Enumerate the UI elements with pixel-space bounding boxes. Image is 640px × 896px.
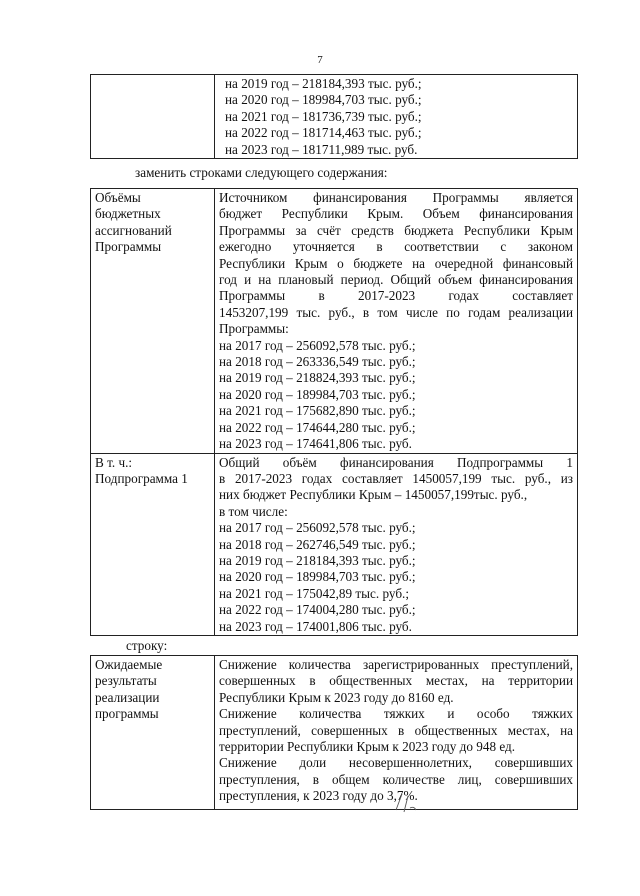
funding-line: на 2022 год – 174644,280 тыс. руб.; (219, 419, 416, 435)
text-line: Программы за счёт средств бюджета Республики Крым (219, 222, 573, 238)
funding-line: на 2017 год – 256092,578 тыс. руб.; (219, 520, 416, 536)
row-label: реализации (95, 689, 160, 705)
text-line: Республики Крым к 2023 году до 8160 ед. (219, 689, 454, 705)
text-line: них бюджет Республики Крым – 1450057,199тыс. руб., (219, 487, 528, 503)
row-content-cell (215, 189, 578, 454)
table-row (91, 656, 578, 810)
row-label: Подпрограмма 1 (95, 470, 188, 486)
funding-line: на 2020 год – 189984,703 тыс. руб.; (225, 92, 422, 108)
funding-line: на 2019 год – 218184,393 тыс. руб.; (219, 552, 416, 568)
funding-line: на 2019 год – 218184,393 тыс. руб.; (225, 76, 422, 91)
text-line: 1453207,199 тыс. руб., в том числе по годам реализации (219, 304, 573, 320)
text-line: преступления, к 2023 году до 3,7%. (219, 788, 418, 804)
funding-lines-cell (215, 75, 578, 159)
row-label: ассигнований (95, 222, 172, 238)
replace-caption: заменить строками следующего содержания: (135, 165, 388, 180)
text-line: территории Республики Крым к 2023 году до 948 ед. (219, 739, 516, 755)
funding-line: на 2021 год – 175042,89 тыс. руб.; (219, 585, 409, 601)
row-label: В т. ч.: (95, 454, 133, 470)
table-row (91, 453, 578, 635)
funding-line: на 2020 год – 189984,703 тыс. руб.; (219, 386, 416, 402)
text-line: год и на плановый период. Общий объем финансирования (219, 272, 573, 288)
funding-line: на 2018 год – 262746,549 тыс. руб.; (219, 536, 416, 552)
row-content-cell (215, 656, 578, 810)
row-label: результаты (95, 673, 157, 689)
row-label: Ожидаемые (95, 657, 163, 672)
text-line: в том числе: (219, 503, 288, 519)
text-line: Программы: (219, 321, 289, 337)
funding-line: на 2020 год – 189984,703 тыс. руб.; (219, 569, 416, 585)
funding-line: на 2022 год – 181714,463 тыс. руб.; (225, 125, 422, 141)
funding-line: на 2021 год – 175682,890 тыс. руб.; (219, 403, 416, 419)
text-line: бюджет Республики Крым. Объем финансирования (219, 206, 573, 222)
row-label-cell (91, 656, 215, 810)
text-line: Общий объём финансирования Подпрограммы 1 (219, 454, 573, 470)
funding-line: на 2017 год – 256092,578 тыс. руб.; (219, 337, 416, 353)
row-label: программы (95, 706, 159, 722)
text-line: Снижение количества зарегистрированных преступлений, (219, 657, 573, 672)
funding-line: на 2019 год – 218824,393 тыс. руб.; (219, 370, 416, 386)
funding-line: на 2023 год – 174641,806 тыс. руб. (219, 436, 412, 452)
row-label: Объёмы (95, 190, 141, 205)
pen-mark-icon (392, 790, 420, 816)
funding-line: на 2022 год – 174004,280 тыс. руб.; (219, 602, 416, 618)
table-row (91, 189, 578, 454)
funding-line: на 2023 год – 181711,989 тыс. руб. (225, 141, 418, 157)
text-line: Программы в 2017-2023 годах составляет (219, 288, 573, 304)
row-label-cell (91, 453, 215, 635)
text-line: Источником финансирования Программы является (219, 190, 573, 205)
text-line: Снижение доли несовершеннолетних, совершивших (219, 755, 573, 771)
empty-label-cell (91, 75, 215, 159)
text-line: ежегодно уточняется в соответствии с законом (219, 239, 573, 255)
row-label: бюджетных (95, 206, 161, 222)
funding-line: на 2018 год – 263336,549 тыс. руб.; (219, 354, 416, 370)
page-number: 7 (317, 54, 323, 66)
text-line: Снижение количества тяжких и особо тяжких (219, 706, 573, 722)
row-label: Программы (95, 239, 162, 255)
funding-table-continuation (90, 74, 578, 159)
text-line: Республики Крым о бюджете на очередной финансовый (219, 255, 573, 271)
text-line: в 2017-2023 годах составляет 1450057,199 тыс. руб., из (219, 470, 573, 486)
row-caption: строку: (126, 638, 168, 653)
row-content-cell (215, 453, 578, 635)
text-line: преступлений, совершенных в общественных местах, на (219, 722, 573, 738)
text-line: совершенных в общественных местах, на территории (219, 673, 573, 689)
text-line: преступления, в общем количестве лиц, совершивших (219, 771, 573, 787)
budget-table (90, 188, 578, 636)
funding-line: на 2023 год – 174001,806 тыс. руб. (219, 618, 412, 634)
expected-results-table (90, 655, 578, 810)
row-label-cell (91, 189, 215, 454)
funding-line: на 2021 год – 181736,739 тыс. руб.; (225, 108, 422, 124)
